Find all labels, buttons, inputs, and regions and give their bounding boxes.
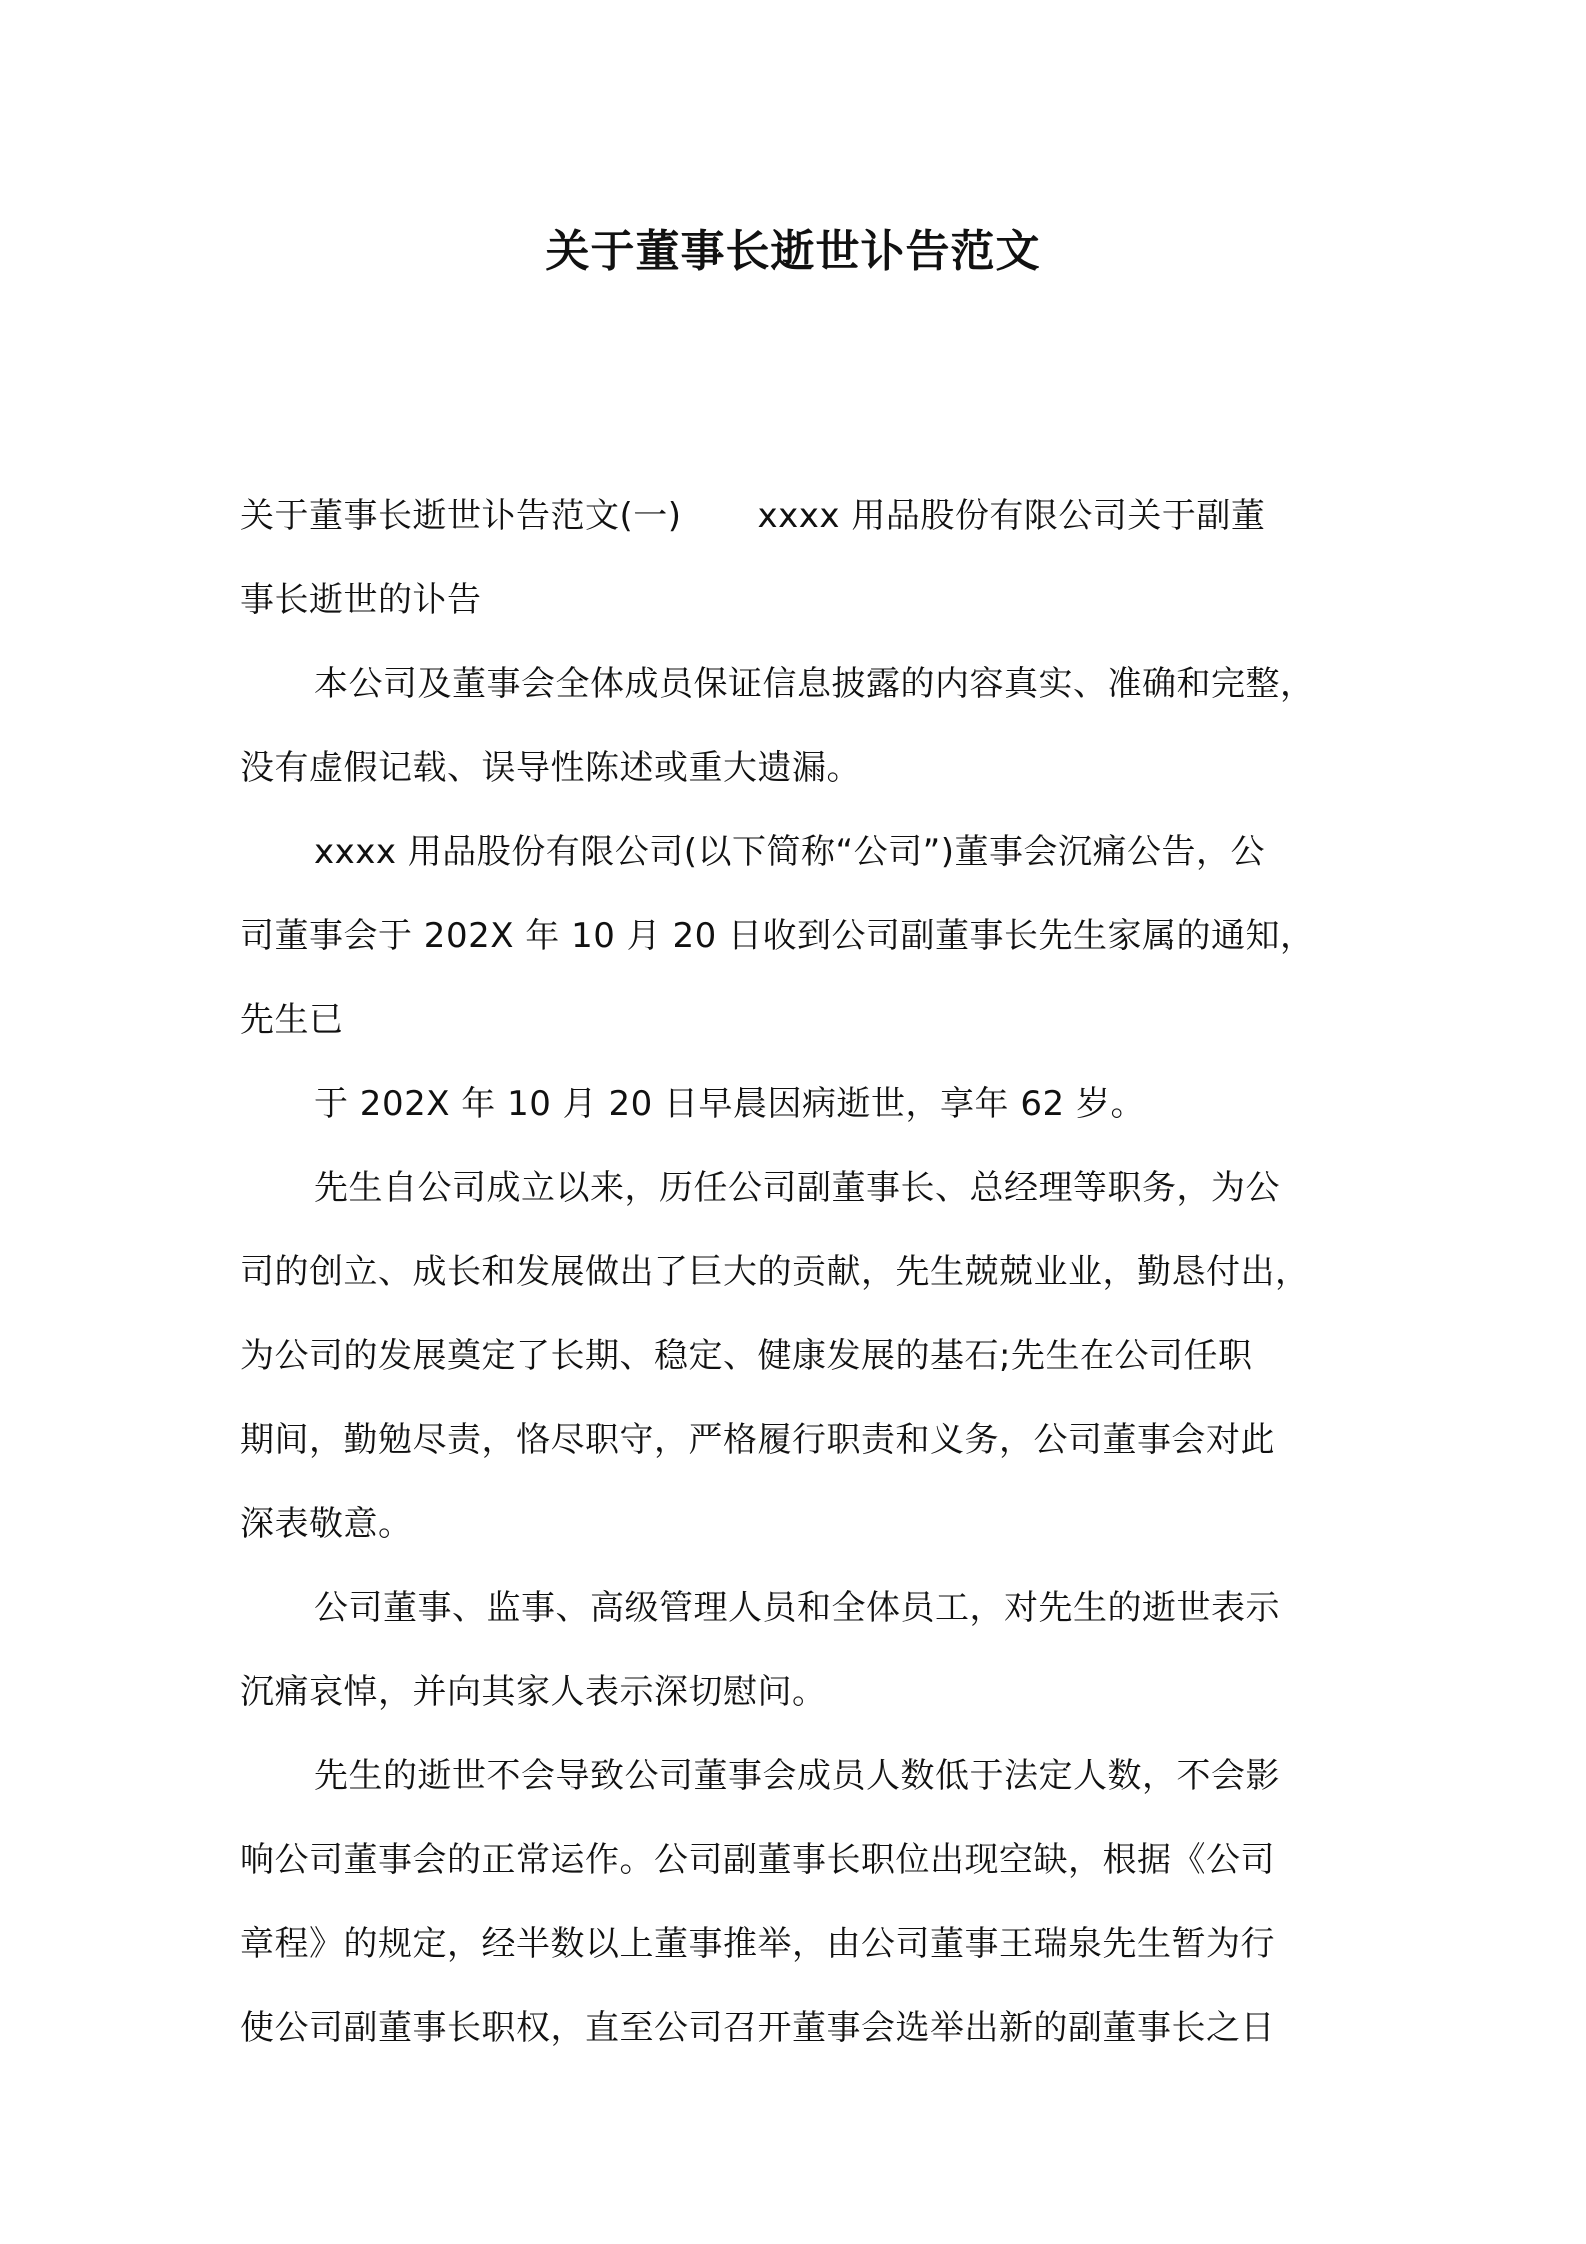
paragraph-4-line-2: 司的创立、成长和发展做出了巨大的贡献，先生兢兢业业，勤恳付出，	[240, 1252, 1310, 1292]
paragraph-6-line-4: 使公司副董事长职权，直至公司召开董事会选举出新的副董事长之日	[240, 2008, 1275, 2048]
document-body	[240, 474, 1350, 2070]
notice-heading-line-2: 事长逝世的讣告	[240, 580, 482, 620]
paragraph-4-line-4: 期间，勤勉尽责，恪尽职守，严格履行职责和义务，公司董事会对此	[240, 1420, 1275, 1460]
paragraph-4-line-5: 深表敬意。	[240, 1504, 413, 1544]
paragraph-4-line-3: 为公司的发展奠定了长期、稳定、健康发展的基石;先生在公司任职	[240, 1336, 1253, 1376]
notice-heading-part2: xxxx 用品股份有限公司关于副董	[757, 496, 1266, 536]
paragraph-3-line-1: 于 202X 年 10 月 20 日早晨因病逝世，享年 62 岁。	[314, 1084, 1145, 1124]
paragraph-2-line-3: 先生已	[240, 1000, 344, 1040]
paragraph-6-line-2: 响公司董事会的正常运作。公司副董事长职位出现空缺，根据《公司	[240, 1840, 1275, 1880]
paragraph-5-line-1: 公司董事、监事、高级管理人员和全体员工，对先生的逝世表示	[314, 1588, 1280, 1628]
notice-heading-line-1	[240, 474, 1350, 558]
paragraph-4-line-1: 先生自公司成立以来，历任公司副董事长、总经理等职务，为公	[314, 1168, 1280, 1208]
paragraph-6-line-1: 先生的逝世不会导致公司董事会成员人数低于法定人数，不会影	[314, 1756, 1280, 1796]
document-title: 关于董事长逝世讣告范文	[545, 226, 1041, 277]
paragraph-2-line-1: xxxx 用品股份有限公司(以下简称“公司”)董事会沉痛公告，公	[314, 832, 1266, 872]
paragraph-1-line-2: 没有虚假记载、误导性陈述或重大遗漏。	[240, 748, 861, 788]
notice-heading-part1: 关于董事长逝世讣告范文(一)	[240, 496, 682, 536]
paragraph-6-line-3: 章程》的规定，经半数以上董事推举，由公司董事王瑞泉先生暂为行	[240, 1924, 1275, 1964]
paragraph-2-line-2: 司董事会于 202X 年 10 月 20 日收到公司副董事长先生家属的通知，	[240, 916, 1315, 956]
paragraph-1-line-1: 本公司及董事会全体成员保证信息披露的内容真实、准确和完整，	[314, 664, 1315, 704]
paragraph-5-line-2: 沉痛哀悼，并向其家人表示深切慰问。	[240, 1672, 827, 1712]
